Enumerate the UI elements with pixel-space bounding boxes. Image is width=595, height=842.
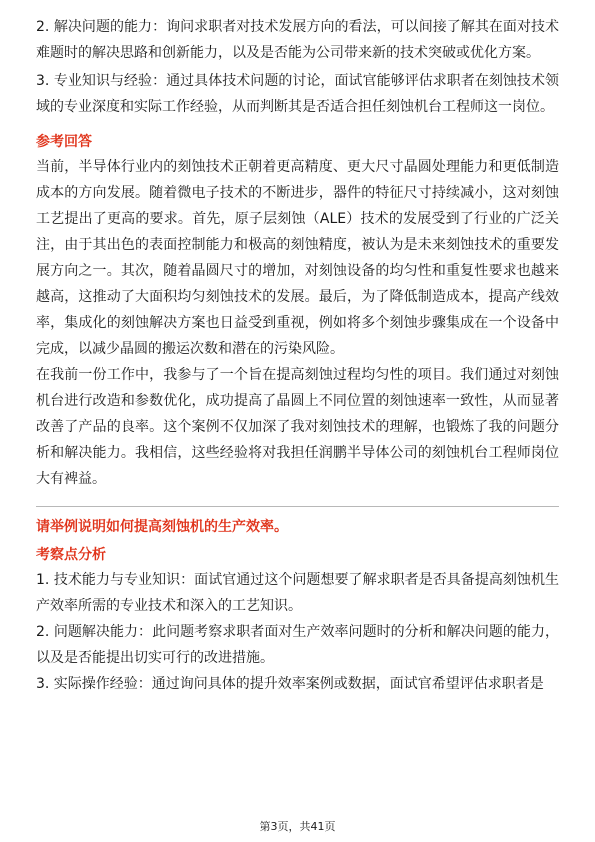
page-number: 第3页，共41页 [259,820,336,833]
list-item: 2. 解决问题的能力：询问求职者对技术发展方向的看法，可以间接了解其在面对技术难题时的解决思路和创新能力，以及是否能为公司带来新的技术突破或优化方案。 [36,19,559,61]
question-title: 请举例说明如何提高刻蚀机的生产效率。 [36,519,288,535]
answer-heading: 参考回答 [36,134,92,150]
list-item: 1. 技术能力与专业知识：面试官通过这个问题想要了解求职者是否具备提高刻蚀机生产效率所需的专业技术和深入的工艺知识。 [36,572,559,614]
list-item: 3. 专业知识与经验：通过具体技术问题的讨论，面试官能够评估求职者在刻蚀技术领域的专业深度和实际工作经验，从而判断其是否适合担任刻蚀机台工程师这一岗位。 [36,73,559,115]
section-divider [36,506,559,507]
answer-paragraph: 当前，半导体行业内的刻蚀技术正朝着更高精度、更大尺寸晶圆处理能力和更低制造成本的方向发展。随着微电子技术的不断进步，器件的特征尺寸持续减小，这对刻蚀工艺提出了更高的要求。首先，原子层刻蚀（ALE）技术的发展受到了行业的广泛关注，由于其出色的表面控制能力和极高的刻蚀精度，被认为是未来刻蚀技术的重要发展方向之一。其次，随着晶圆尺寸的增加，对刻蚀设备的均匀性和重复性要求也越来越高，这推动了大面积均匀刻蚀技术的发展。最后，为了降低制造成本，提高产线效率，集成化的刻蚀解决方案也日益受到重视，例如将多个刻蚀步骤集成在一个设备中完成，以减少晶圆的搬运次数和潜在的污染风险。 [36,159,559,357]
page-content [36,14,559,697]
analysis-heading: 考察点分析 [36,547,106,563]
list-item: 3. 实际操作经验：通过询问具体的提升效率案例或数据，面试官希望评估求职者是 [36,676,544,692]
answer-paragraph: 在我前一份工作中，我参与了一个旨在提高刻蚀过程均匀性的项目。我们通过对刻蚀机台进行改造和参数优化，成功提高了晶圆上不同位置的刻蚀速率一致性，从而显著改善了产品的良率。这个案例不仅加深了我对刻蚀技术的理解，也锻炼了我的问题分析和解决能力。我相信，这些经验将对我担任润鹏半导体公司的刻蚀机台工程师岗位大有裨益。 [36,367,559,487]
list-item: 2. 问题解决能力：此问题考察求职者面对生产效率问题时的分析和解决问题的能力，以及是否能提出切实可行的改进措施。 [36,624,559,666]
